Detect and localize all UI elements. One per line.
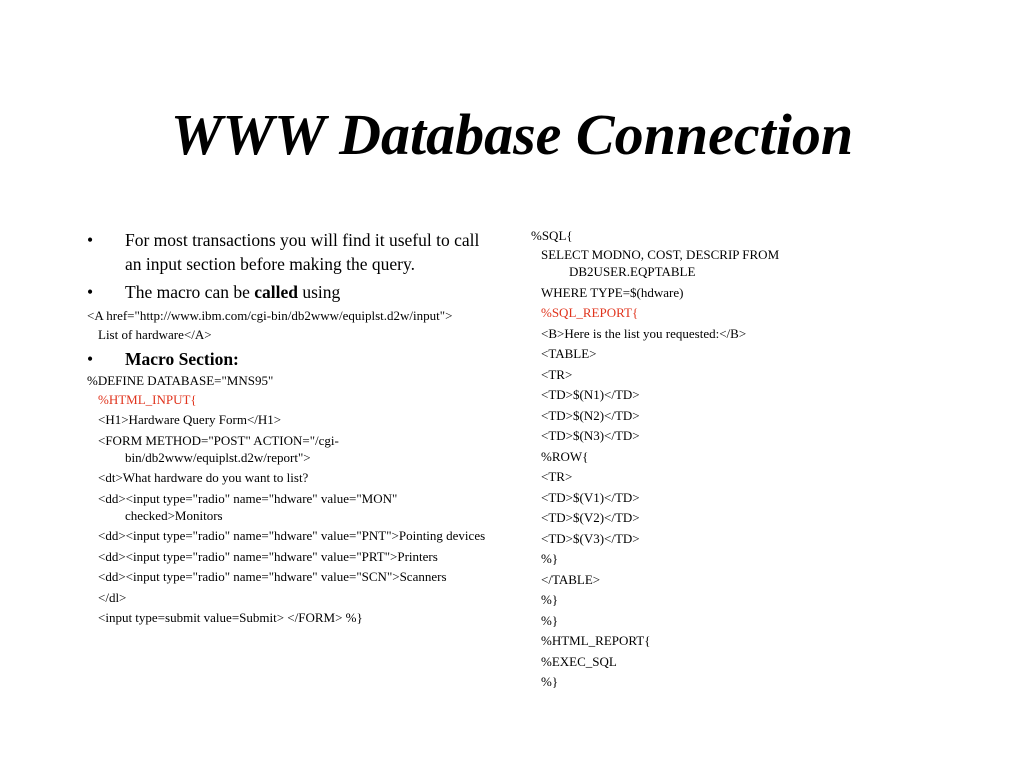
form-line: <FORM METHOD="POST" ACTION="/cgi-bin/db2www/equiplst.d2w/report"> xyxy=(98,432,339,465)
td-v3-line: <TD>$(V3)</TD> xyxy=(541,530,640,546)
dd-monitors-line: <dd><input type="radio" name="hdware" value="MON" checked>Monitors xyxy=(98,490,398,523)
where-line: WHERE TYPE=$(hdware) xyxy=(541,284,684,300)
bullet-text-bold: Macro Section: xyxy=(125,348,239,369)
sql-open-line: %SQL{ xyxy=(531,228,573,243)
bullet-dot-icon: • xyxy=(87,230,94,250)
bullet-input-section xyxy=(87,228,497,276)
bullet-dot-icon: • xyxy=(87,282,94,302)
dt-line: <dt>What hardware do you want to list? xyxy=(98,470,309,485)
dd-pointing-line: <dd><input type="radio" name="hdware" value="PNT">Pointing devices xyxy=(98,528,486,543)
td-n3-line: <TD>$(N3)</TD> xyxy=(541,428,640,443)
row-open-line: %ROW{ xyxy=(541,448,589,464)
td-n1-line: <TD>$(N1)</TD> xyxy=(541,387,640,402)
submit-line: <input type=submit value=Submit> </FORM> %} xyxy=(98,610,363,625)
td-v2-line: <TD>$(V2)</TD> xyxy=(541,510,640,525)
close-line: %} xyxy=(541,592,559,607)
left-column xyxy=(87,228,497,630)
bullet-macro-called xyxy=(87,280,497,304)
table-open-line: <TABLE> xyxy=(541,346,597,361)
td-v1-line: <TD>$(V1)</TD> xyxy=(541,489,640,505)
dd-scanners-line: <dd><input type="radio" name="hdware" value="SCN">Scanners xyxy=(98,569,447,584)
select-line: SELECT MODNO, COST, DESCRIP FROM DB2USER.EQPTABLE xyxy=(541,247,780,279)
h1-line: <H1>Hardware Query Form</H1> xyxy=(98,412,282,427)
sql-report-line: %SQL_REPORT{ xyxy=(541,305,639,320)
close-line: %} xyxy=(541,612,559,628)
dl-close-line: </dl> xyxy=(98,589,127,605)
right-column xyxy=(531,226,831,694)
exec-sql-line: %EXEC_SQL xyxy=(541,653,617,669)
tr-line: <TR> xyxy=(541,366,573,382)
bullet-macro-section xyxy=(87,347,497,371)
link-text-line: List of hardware</A> xyxy=(98,327,212,342)
link-line: <A href="http://www.ibm.com/cgi-bin/db2www/equiplst.d2w/input"> xyxy=(87,308,453,323)
bullet-text-suffix: using xyxy=(297,282,341,302)
slide-title: WWW Database Connection xyxy=(170,102,854,167)
bullet-dot-icon: • xyxy=(87,348,94,369)
close-line: %} xyxy=(541,551,559,566)
close-line: %} xyxy=(541,674,559,689)
tr-line: <TR> xyxy=(541,469,573,484)
dd-printers-line: <dd><input type="radio" name="hdware" value="PRT">Printers xyxy=(98,548,438,564)
bullet-text-prefix: The macro can be xyxy=(125,282,255,302)
html-input-line: %HTML_INPUT{ xyxy=(98,391,197,407)
bullet-text: For most transactions you will find it useful to call an input section before making the query. xyxy=(125,230,480,274)
define-line: %DEFINE DATABASE="MNS95" xyxy=(87,372,274,388)
html-report-line: %HTML_REPORT{ xyxy=(541,633,651,648)
bullet-text-bold: called xyxy=(254,282,298,302)
bold-line: <B>Here is the list you requested:</B> xyxy=(541,325,747,341)
td-n2-line: <TD>$(N2)</TD> xyxy=(541,407,640,423)
table-close-line: </TABLE> xyxy=(541,571,601,587)
